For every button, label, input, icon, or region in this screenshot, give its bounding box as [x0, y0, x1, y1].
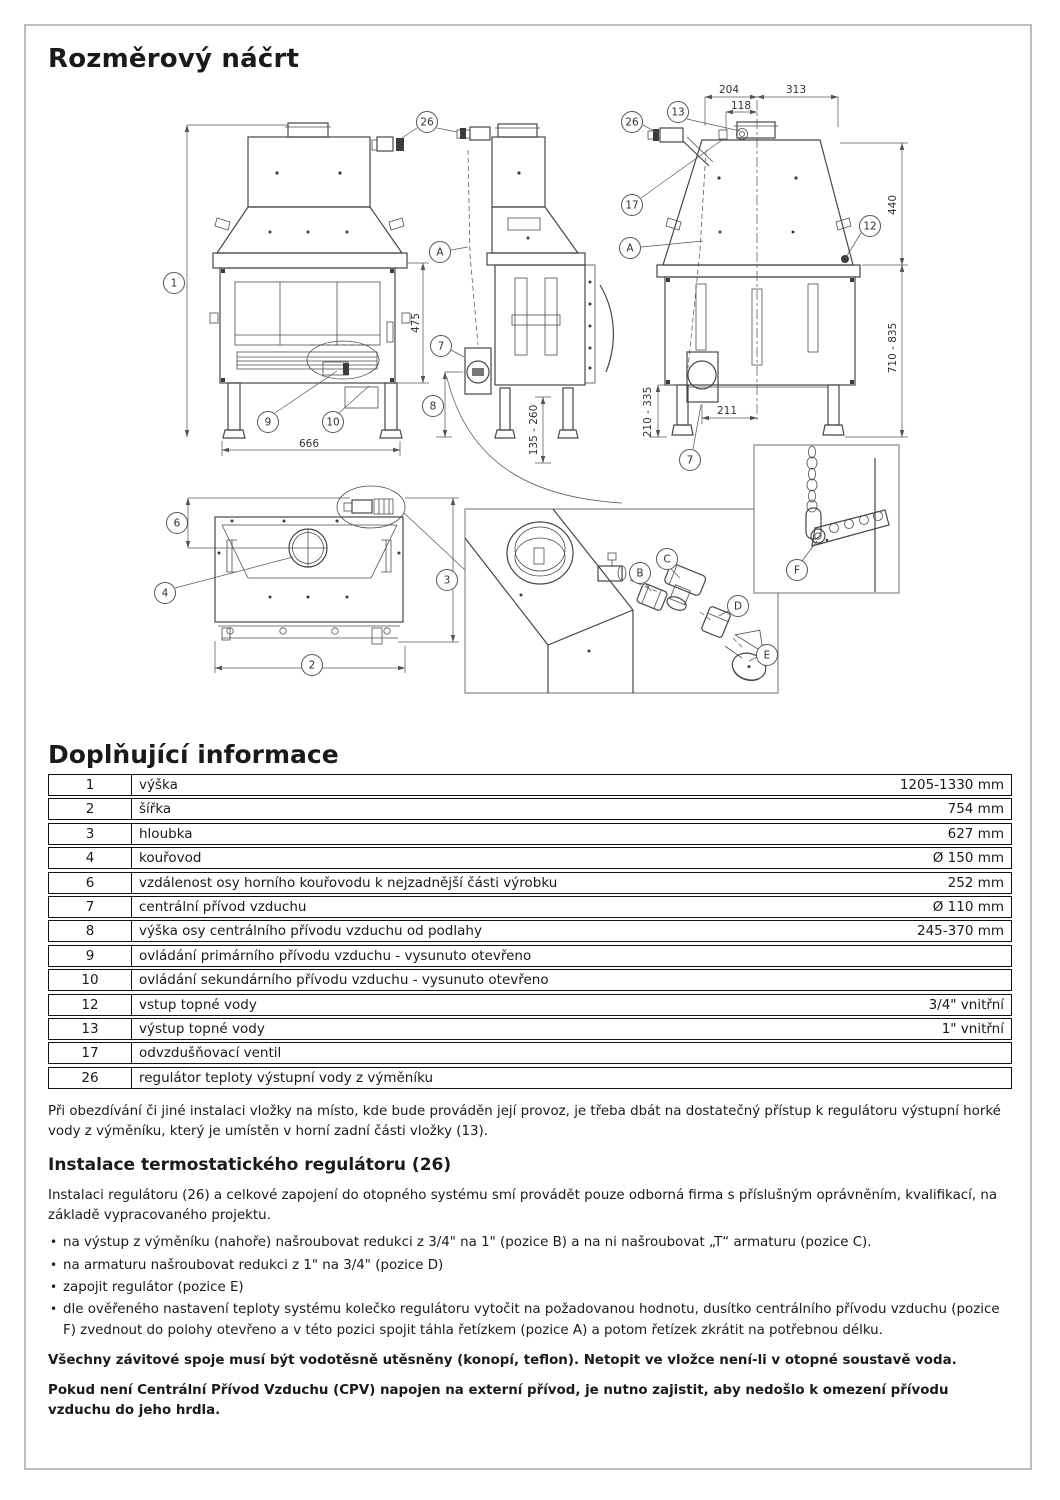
row-label: hloubka [139, 825, 193, 842]
svg-text:12: 12 [863, 220, 877, 233]
row-label: vstup topné vody [139, 996, 257, 1013]
dimension-label: 666 [298, 438, 320, 450]
note-paragraph-access: Při obezdívání či jiné instalaci vložky na místo, kde bude prováděn její provoz, je třeba dbát na dostatečný přístup k regulátoru výstupní horké vody z výměníku, který je umístěn v horní zadní části vložky (13). [48, 1104, 1001, 1140]
row-number: 13 [49, 1019, 132, 1039]
callout-1 [164, 273, 185, 294]
table-row [48, 1042, 1012, 1064]
dimension-label: 313 [785, 84, 807, 96]
callout-A [430, 242, 469, 263]
callout-3 [437, 570, 458, 591]
svg-text:1: 1 [170, 277, 178, 290]
svg-text:7: 7 [437, 340, 445, 353]
dimension-label: 210 - 335 [642, 386, 654, 438]
row-number: 7 [49, 897, 132, 917]
row-number: 26 [49, 1068, 132, 1088]
row-label: ovládání sekundárního přívodu vzduchu - vysunuto otevřeno [139, 972, 549, 989]
svg-text:17: 17 [625, 199, 639, 212]
svg-text:D: D [733, 600, 743, 613]
row-value: 3/4" vnitřní [928, 996, 1004, 1013]
svg-text:4: 4 [161, 587, 169, 600]
callout-26 [622, 112, 659, 134]
row-number: 10 [49, 970, 132, 990]
svg-text:8: 8 [429, 400, 437, 413]
technical-drawing [26, 81, 1034, 721]
plan-view [188, 486, 465, 673]
section-title-info: Doplňující informace [48, 740, 339, 769]
row-label: kouřovod [139, 850, 202, 867]
row-value: Ø 150 mm [932, 850, 1004, 867]
document-page [24, 24, 1032, 1470]
dimension-label: 710 - 835 [887, 322, 899, 374]
row-value: 1205-1330 mm [899, 777, 1004, 793]
table-row [48, 847, 1012, 869]
row-label: regulátor teploty výstupní vody z výměníku [139, 1069, 434, 1086]
callout-4 [155, 557, 294, 604]
table-row [48, 945, 1012, 967]
dimension-label: 475 [410, 312, 422, 334]
dimension-label: 204 [718, 84, 740, 96]
dimension-label: 135 - 260 [528, 404, 540, 456]
svg-text:10: 10 [326, 416, 340, 429]
row-value: 1" vnitřní [941, 1020, 1004, 1037]
row-value: 245-370 mm [917, 923, 1004, 940]
svg-text:26: 26 [420, 116, 434, 129]
dimension-label: 211 [716, 405, 738, 417]
row-number: 4 [49, 848, 132, 868]
note-paragraph-installation: Instalaci regulátoru (26) a celkové zapojení do otopného systému smí provádět pouze odborná firma s příslušným oprávněním, kvalifikací, na základě vypracovaného projektu. [48, 1187, 998, 1223]
table-row [48, 994, 1012, 1016]
row-number: 2 [49, 799, 132, 819]
row-label: výška [139, 777, 178, 793]
callout-26 [399, 112, 457, 141]
row-number: 9 [49, 946, 132, 966]
row-number: 6 [49, 873, 132, 893]
installation-step: • zapojit regulátor (pozice E) [48, 1278, 1014, 1298]
svg-text:26: 26 [625, 116, 639, 129]
table-row [48, 1018, 1012, 1040]
callout-7 [431, 336, 465, 358]
row-value: Ø 110 mm [932, 898, 1004, 915]
row-label: výška osy centrálního přívodu vzduchu od podlahy [139, 923, 482, 940]
installation-step: • na výstup z výměníku (nahoře) našroubovat redukci z 3/4" na 1" (pozice B) a na ni našroubovat „T“ armaturu (pozice C). [48, 1233, 1014, 1253]
table-row [48, 920, 1012, 942]
row-number: 1 [49, 775, 132, 795]
row-label: odvzdušňovací ventil [139, 1045, 282, 1062]
warning-cpv: Pokud není Centrální Přívod Vzduchu (CPV) napojen na externí přívod, je nutno zajistit, aby nedošlo k omezení přívodu vzduchu do jeho hrdla. [48, 1382, 949, 1418]
installation-steps-list [48, 1233, 1014, 1341]
callout-A [620, 238, 704, 259]
row-label: výstup topné vody [139, 1020, 265, 1037]
row-value: 252 mm [947, 874, 1004, 891]
svg-text:F: F [793, 564, 801, 577]
row-number: 12 [49, 995, 132, 1015]
info-table [48, 774, 1012, 1091]
row-label: centrální přívod vzduchu [139, 898, 307, 915]
svg-text:A: A [626, 242, 634, 255]
callout-10 [323, 386, 370, 433]
svg-text:13: 13 [671, 106, 685, 119]
row-label: vzdálenost osy horního kouřovodu k nejzadnější části výrobku [139, 874, 558, 891]
dimension-label: 118 [730, 100, 752, 112]
dimension-label: 440 [887, 194, 899, 216]
row-number: 3 [49, 824, 132, 844]
table-row [48, 823, 1012, 845]
svg-text:B: B [636, 567, 644, 580]
svg-text:C: C [663, 553, 671, 566]
table-row [48, 774, 1012, 796]
row-number: 17 [49, 1043, 132, 1063]
svg-text:2: 2 [308, 659, 316, 672]
callout-7 [680, 405, 702, 471]
svg-text:A: A [436, 246, 444, 259]
svg-text:E: E [763, 649, 771, 662]
table-row [48, 872, 1012, 894]
callout-17 [622, 140, 723, 216]
callout-13 [668, 102, 741, 132]
svg-text:7: 7 [686, 454, 694, 467]
table-row [48, 969, 1012, 991]
subsection-title-regulator: Instalace termostatického regulátoru (26) [48, 1154, 452, 1175]
row-label: ovládání primárního přívodu vzduchu - vysunuto otevřeno [139, 947, 532, 964]
row-number: 8 [49, 921, 132, 941]
svg-text:6: 6 [173, 517, 181, 530]
page-title: Rozměrový náčrt [48, 44, 300, 74]
table-row [48, 896, 1012, 918]
table-row [48, 798, 1012, 820]
callout-8 [423, 396, 444, 417]
table-row [48, 1067, 1012, 1089]
row-label: šířka [139, 801, 172, 818]
installation-step: • na armaturu našroubovat redukci z 1" na 3/4" (pozice D) [48, 1256, 1014, 1276]
callout-2 [302, 655, 323, 676]
row-value: 754 mm [947, 801, 1004, 818]
row-value: 627 mm [947, 825, 1004, 842]
callout-6 [167, 513, 188, 534]
installation-step: • dle ověřeného nastavení teploty systému kolečko regulátoru vytočit na požadovanou hodnotu, dusítko centrálního přívodu vzduchu (pozice F) zvednout do polohy otevřeno a v této pozici spojit táhla řetízkem (pozice A) a potom řetízek zkrátit na potřebnou délku. [48, 1300, 1014, 1341]
svg-text:9: 9 [264, 416, 272, 429]
warning-sealing: Všechny závitové spoje musí být vodotěsně utěsněny (konopí, teflon). Netopit ve vložce není-li v otopné soustavě voda. [48, 1353, 957, 1369]
chain-detail-view [754, 445, 899, 593]
front-view [187, 123, 429, 456]
svg-text:3: 3 [443, 574, 451, 587]
rear-view [648, 97, 908, 437]
notes-section [48, 1102, 1014, 1421]
